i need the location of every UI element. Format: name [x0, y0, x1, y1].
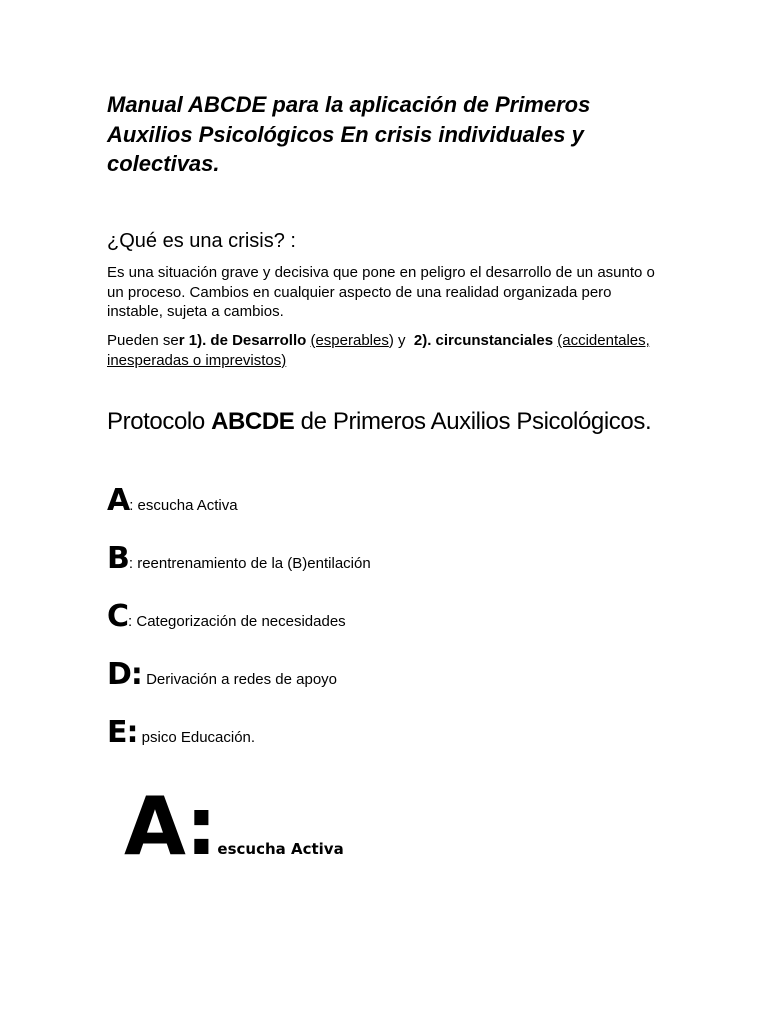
crisis-type-development-close: )	[388, 332, 394, 349]
step-a-letter: A	[107, 483, 130, 518]
crisis-type-circumstantial: 2). circunstanciales	[413, 332, 554, 349]
step-e-letter: E:	[107, 715, 138, 750]
step-c-letter: C	[107, 599, 129, 634]
step-c	[107, 598, 346, 636]
step-b-text: : reentrenamiento de la (B)entilación	[128, 555, 371, 572]
step-c-text: : Categorización de necesidades	[128, 613, 346, 630]
crisis-type-circumstantial-note: (accidentales, inesperadas o imprevistos)	[107, 332, 650, 369]
crisis-type-development-note: (esperables	[310, 332, 389, 349]
step-d-text: Derivación a redes de apoyo	[141, 671, 338, 688]
crisis-types-connector: y	[393, 332, 414, 349]
step-e-text: psico Educación.	[137, 729, 256, 746]
crisis-types	[107, 331, 667, 370]
step-d-letter: D:	[107, 657, 142, 692]
protocol-heading-post: de Primeros Auxilios Psicológicos.	[294, 408, 652, 435]
section-a-letter: A:	[124, 780, 216, 873]
crisis-types-prefix: Pueden se	[107, 332, 179, 349]
section-a-text: escucha Activa	[217, 840, 344, 858]
step-e	[107, 714, 255, 752]
step-b	[107, 540, 371, 578]
section-a-heading	[124, 782, 344, 872]
document-title: Manual ABCDE para la aplicación de Primeros Auxilios Psicológicos En crisis individuales y colectivas.	[107, 92, 591, 176]
crisis-definition: Es una situación grave y decisiva que pone en peligro el desarrollo de un asunto o un proceso. Cambios en cualquier aspecto de una realidad organizada pero instable, sujeta a cambios.	[107, 264, 655, 320]
crisis-question-heading: ¿Qué es una crisis? :	[107, 230, 296, 252]
protocol-heading	[107, 407, 651, 437]
protocol-heading-pre: Protocolo	[107, 408, 212, 435]
protocol-heading-abcde: ABCDE	[211, 408, 295, 435]
step-b-letter: B	[107, 541, 129, 576]
step-a	[107, 482, 238, 520]
crisis-type-development: r 1). de Desarrollo	[178, 332, 307, 349]
step-d	[107, 656, 337, 694]
step-a-text: : escucha Activa	[129, 497, 238, 514]
